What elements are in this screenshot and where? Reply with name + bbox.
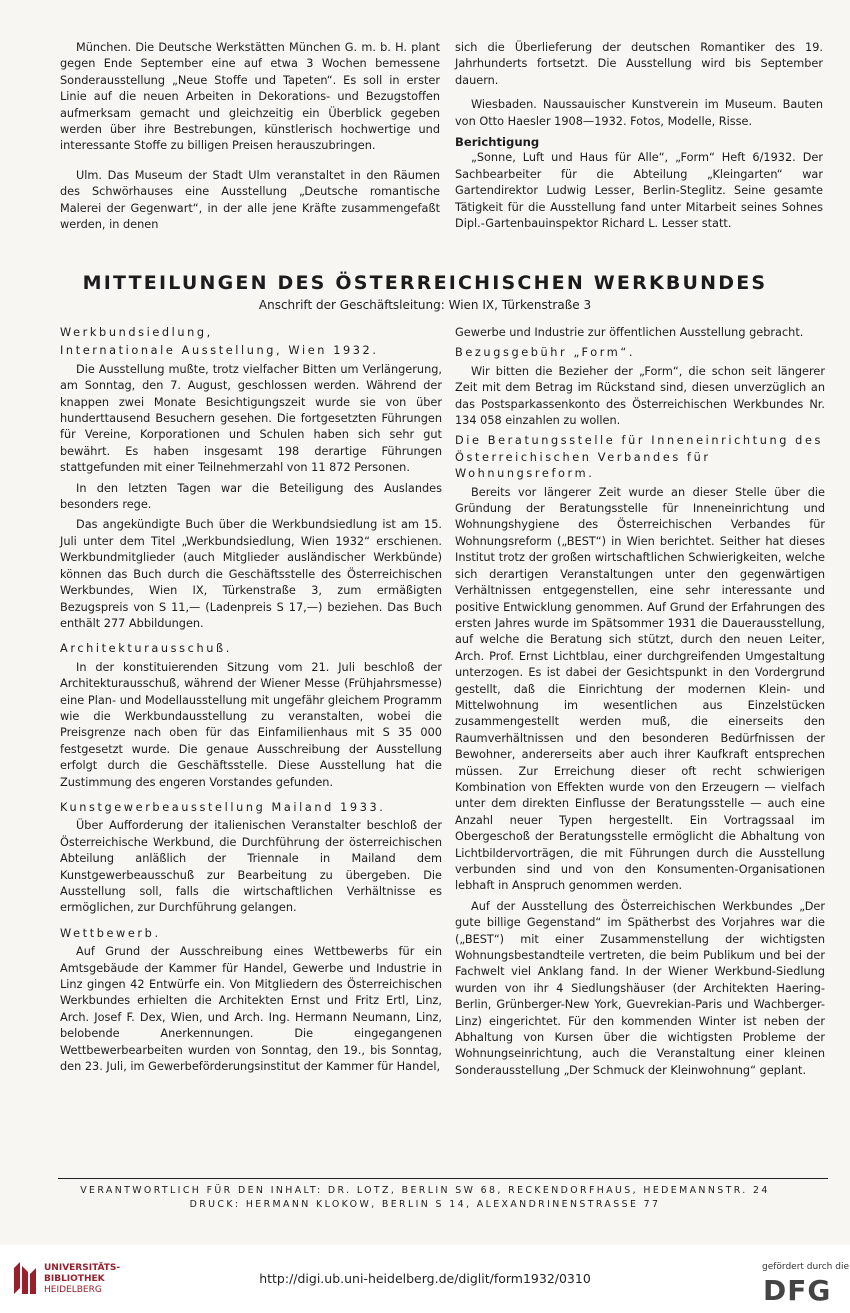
section-title: MITTEILUNGEN DES ÖSTERREICHISCHEN WERKBUNDES: [82, 272, 768, 294]
top-right-column: [455, 40, 823, 236]
werkbundsiedlung-paragraph-1: Die Ausstellung mußte, trotz vielfacher Bitten um Verlängerung, am Sonntag, den 7. August, geschlossen werden. Während der knappen zwei Monate Besichtigungszeit wurde sie von über hunderttausend Besuchern gesehen. Die fortgesetzten Führungen für Vereine, Korporationen und Schulen haben sich sehr gut bewährt. Es haben insgesamt 198 derartige Führungen stattgefunden mit einer Teilnehmerzahl von 11 872 Personen.: [60, 362, 442, 475]
beratungsstelle-paragraph-2: Auf der Ausstellung des Österreichischen Werkbundes „Der gute billige Gegenstand“ im Spätherbst des Vorjahres war die („BEST“) mit einer Zusammenstellung der wichtigsten Wohnungsbestandteile vertreten, die beim Publikum und bei der Fachwelt viel Anklang fand. In der Wiener Werkbund-Siedlung wurden von ihr 4 Siedlungshäuser (der Architekten Haering-Berlin, Grünberger-New York, Guevrekian-Paris und Wachberger-Linz) eingerichtet. Für den kommenden Winter ist neben der Abhaltung von Kursen über die wichtigsten Probleme der Wohnungseinrichtung, auch die Veranstaltung einer kleinen Sonderausstellung „Der Schmuck der Kleinwohnung“ geplant.: [455, 899, 825, 1077]
top-left-column: [60, 40, 440, 237]
architekturausschuss-heading: Architekturausschuß.: [60, 642, 232, 656]
footer-rule: [58, 1178, 828, 1179]
wiesbaden-paragraph: Wiesbaden. Naussauischer Kunstverein im Museum. Bauten von Otto Haesler 1908—1932. Fotos, Modelle, Risse.: [455, 98, 823, 128]
mailand-heading: Kunstgewerbeausstellung Mailand 1933.: [60, 800, 386, 814]
mailand-paragraph: Über Aufforderung der italienischen Veranstalter beschloß der Österreichische Werkbund, die Durchführung der österreichischen Abteilung anläßlich der Triennale in Mailand dem Kunstgewerbeausschuß zur Bearbeitung zu übergeben. Die Ausstellung soll, falls die wirtschaftlichen Verhältnisse es ermöglichen, zur Durchführung gelangen.: [60, 819, 442, 915]
funded-by-label: gefördert durch die: [762, 1262, 849, 1272]
ulm-paragraph: Ulm. Das Museum der Stadt Ulm veranstaltet in den Räumen des Schwörhauses eine Ausstellung „Deutsche romantische Malerei der Gegenwart“, in der alle jene Kräfte zusammengefaßt werden, in denen: [60, 168, 440, 232]
muenchen-paragraph: München. Die Deutsche Werkstätten München G. m. b. H. plant gegen Ende September eine auf etwa 3 Wochen bemessene Sonderausstellung „Neue Stoffe und Tapeten“. Es soll in erster Linie auf die neuen Arbeiten in Dekorations- und Bezugstoffen aufmerksam gemacht und gleichzeitig ein Überblick gegeben werden über ihre Bestrebungen, künstlerisch hochwertige und interessante Stoffe zu billigen Preisen herauszubringen.: [60, 41, 440, 153]
werkbundsiedlung-paragraph-3: Das angekündigte Buch über die Werkbundsiedlung ist am 15. Juli unter dem Titel „Werkbundsiedlung, Wien 1932“ erschienen. Werkbundmitglieder (auch Mitglieder ausländischer Werkbünde) können das Buch durch die Geschäftsstelle des Österreichischen Werkbundes, Wien IX, Türkenstraße 3, zum ermäßigten Bezugspreis von S 11,— (Ladenpreis S 17,—) beziehen. Das Buch enthält 277 Abbildungen.: [60, 518, 442, 630]
section-subtitle: Anschrift der Geschäftsleitung: Wien IX, Türkenstraße 3: [258, 298, 592, 312]
ub-line-2: BIBLIOTHEK: [44, 1274, 105, 1284]
berichtigung-paragraph: „Sonne, Luft und Haus für Alle“, „Form“ Heft 6/1932. Der Sachbearbeiter für die Abteilung „Kleingarten“ war Gartendirektor Ludwig Lesser, Berlin-Steglitz. Seine gesamte Tätigkeit für die Ausstellung fand unter Mitarbeit seines Sohnes Dipl.-Gartenbauinspektor Richard L. Lesser statt.: [455, 151, 823, 231]
source-url-link[interactable]: http://digi.ub.uni-heidelberg.de/diglit/form1932/0310: [259, 1271, 591, 1286]
footer-line-2: DRUCK: HERMANN KLOKOW, BERLIN S 14, ALEXANDRINENSTRASSE 77: [189, 1199, 661, 1210]
dfg-logo: DFG: [763, 1274, 832, 1307]
werkbundsiedlung-heading-2: Internationale Ausstellung, Wien 1932.: [60, 344, 379, 358]
werkbundsiedlung-heading-1: Werkbundsiedlung,: [60, 326, 213, 339]
ub-line-1: UNIVERSITÄTS-: [44, 1263, 121, 1273]
wettbewerb-heading: Wettbewerb.: [60, 926, 161, 940]
ub-line-3: HEIDELBERG: [44, 1285, 102, 1295]
beratungsstelle-heading: Die Beratungsstelle für Inneneinrichtung des Österreichischen Verbandes für Wohnungsreform.: [455, 434, 823, 481]
beratungsstelle-paragraph-1: Bereits vor längerer Zeit wurde an dieser Stelle über die Gründung der Beratungsstelle für Inneneinrichtung und Wohnungshygiene des Österreichischen Verbandes für Wohnungsreform („BEST“) in Wien berichtet. Seither hat dieses Institut trotz der großen wirtschaftlichen Schwierigkeiten, welche sich derartigen Veranstaltungen unter den gegenwärtigen Verhältnissen entgegenstellen, eine sehr interessante und positive Entwicklung genommen. Auf Grund der Erfahrungen des ersten Jahres wurde im Spätsommer 1931 die Dauerausstellung, auf welche die Beratung sich stützt, durch den neuen Leiter, Arch. Prof. Ernst Lichtblau, einer durchgreifenden Umgestaltung unterzogen. Es ist dabei der Gesichtspunkt in den Vordergrund gestellt, daß die Einrichtung der modernen Klein- und Mittelwohnung im wesentlichen aus Einzelstücken zusammengestellt werden muß, die einerseits den Raumverhältnissen und den besonderen Bedürfnissen der Bewohner, andererseits aber auch ihrer Kaufkraft entsprechen müssen. Zur Erreichung dieser oft recht schwierigen Kombination von Effekten wurde von den Erzeugern — vielfach unter dem direkten Einflusse der Beratungsstelle — auch eine Anzahl neuer Typen hergestellt. Ein Vortragssaal im Obergeschoß der Beratungsstelle ermöglicht die Abhaltung von Lichtbildervorträgen, die mit Führungen durch die Ausstellung verbunden sind und von den Konsumenten-Organisationen lebhaft in Anspruch genommen werden.: [455, 485, 825, 893]
werkbundsiedlung-paragraph-2: In den letzten Tagen war die Beteiligung des Auslandes besonders rege.: [60, 481, 442, 512]
footer-line-1: VERANTWORTLICH FÜR DEN INHALT: DR. LOTZ, BERLIN SW 68, RECKENDORFHAUS, HEDEMANNSTR. 24: [80, 1185, 770, 1196]
wettbewerb-paragraph: Auf Grund der Ausschreibung eines Wettbewerbs für ein Amtsgebäude der Kammer für Handel, Gewerbe und Industrie in Linz gingen 42 Entwürfe ein. Von Mitgliedern des Österreichischen Werkbundes erhielten die Architekten Ernst und Fritz Ertl, Linz, Arch. Josef F. Dex, Wien, und Arch. Ing. Hermann Neumann, Linz, belobende Anerkennungen. Die eingegangenen Wettbewerbearbeiten wurden von Sonntag, den 19., bis Sonntag, den 23. Juli, im Gewerbeförderungsinstitut der Kammer für Handel,: [60, 945, 442, 1074]
romantiker-paragraph: sich die Überlieferung der deutschen Romantiker des 19. Jahrhunderts fortsetzt. Die Ausstellung wird bis September dauern.: [455, 41, 823, 87]
left-column: [60, 325, 442, 1079]
ausstellung-continuation: Gewerbe und Industrie zur öffentlichen Ausstellung gebracht.: [455, 326, 804, 339]
bezugsgebuehr-paragraph: Wir bitten die Bezieher der „Form“, die schon seit längerer Zeit mit dem Betrag im Rückstand sind, diesen unverzüglich an das Postsparkassenkonto des Österreichischen Werkbundes Nr. 134 058 einzahlen zu wollen.: [455, 364, 825, 428]
architekturausschuss-paragraph: In der konstituierenden Sitzung vom 21. Juli beschloß der Architekturausschuß, während der Wiener Messe (Frühjahrsmesse) eine Plan- und Modellausstellung mit ungefähr gleichem Programm wie die Werkbundausstellung zu veranstalten, wobei die Preisgrenze nach oben für das Einfamilienhaus mit S 35 000 festgesetzt wurde. Die genaue Ausschreibung der Ausstellung erfolgt durch die Geschäftsstelle. Diese Ausstellung hat die Zustimmung des engeren Vorstandes gefunden.: [60, 660, 442, 789]
bezugsgebuehr-heading: Bezugsgebühr „Form“.: [455, 346, 636, 360]
right-column: [455, 325, 825, 1083]
berichtigung-heading: Berichtigung: [455, 135, 540, 150]
